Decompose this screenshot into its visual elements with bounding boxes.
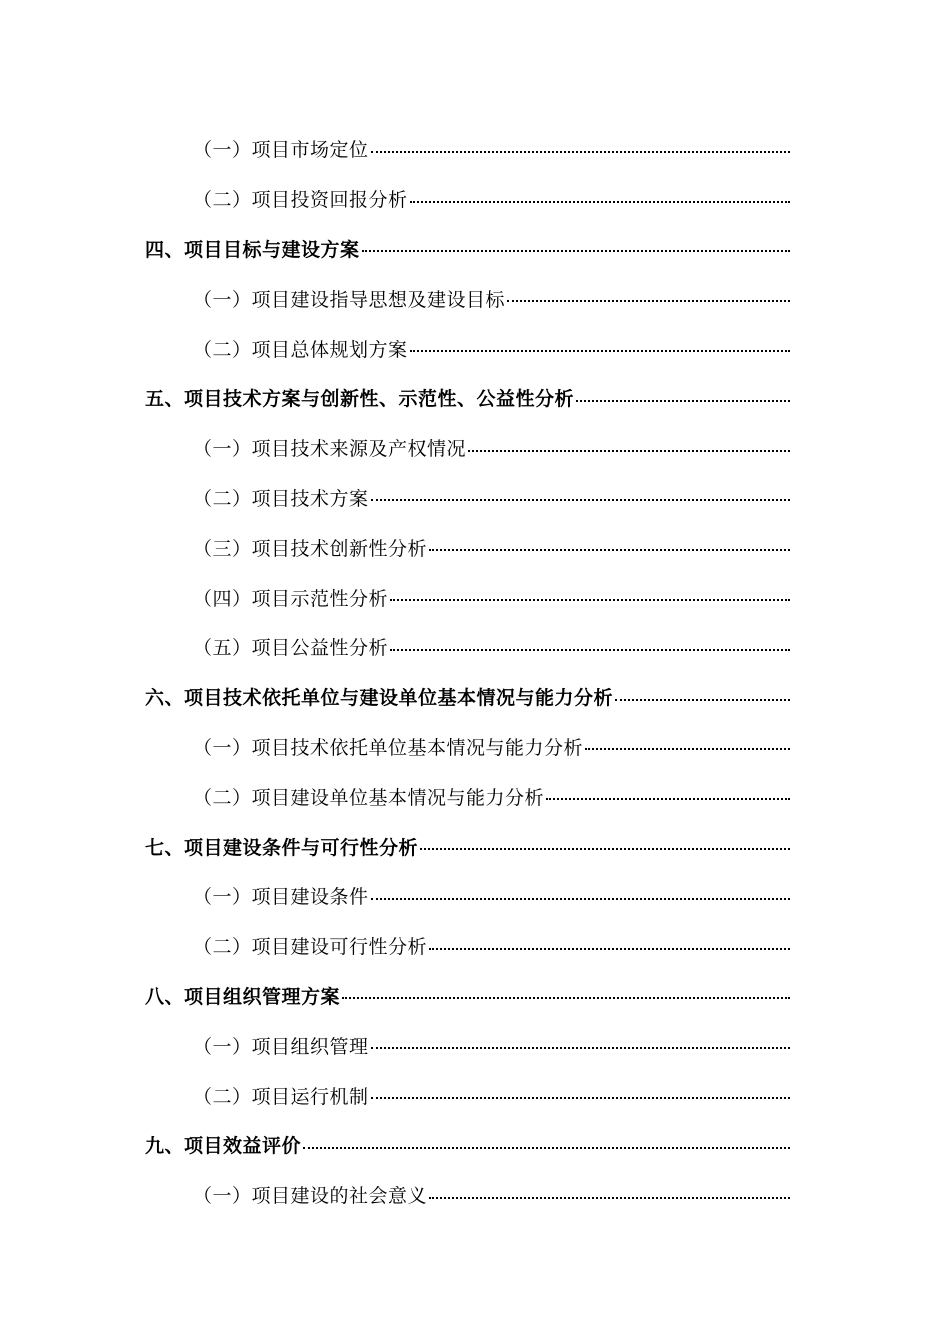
toc-entry-title: （一）项目组织管理	[193, 1035, 369, 1058]
toc-section-entry[interactable]	[0, 273, 950, 323]
toc-section-entry[interactable]	[0, 1070, 950, 1120]
toc-section-entry[interactable]	[0, 323, 950, 373]
toc-dot-leader	[303, 1147, 790, 1149]
toc-dot-leader	[429, 549, 790, 551]
toc-section-entry[interactable]	[0, 622, 950, 672]
toc-dot-leader	[362, 250, 790, 252]
toc-entry-title: （五）项目公益性分析	[193, 637, 389, 660]
toc-dot-leader	[576, 400, 790, 402]
toc-entry-title: （二）项目建设单位基本情况与能力分析	[193, 786, 545, 809]
toc-entry-title: （一）项目技术来源及产权情况	[193, 438, 467, 461]
toc-section-entry[interactable]	[0, 423, 950, 473]
toc-section-entry[interactable]	[0, 1170, 950, 1220]
toc-entry-title: （二）项目投资回报分析	[193, 189, 408, 212]
toc-chapter-entry[interactable]	[0, 373, 950, 423]
toc-dot-leader	[371, 1047, 790, 1049]
toc-entry-title: 六、项目技术依托单位与建设单位基本情况与能力分析	[145, 687, 614, 710]
toc-dot-leader	[420, 848, 790, 850]
toc-entry-title: （二）项目建设可行性分析	[193, 936, 428, 959]
toc-entry-title: （二）项目技术方案	[193, 487, 369, 510]
toc-dot-leader	[390, 649, 790, 651]
toc-dot-leader	[468, 450, 790, 452]
toc-entry-title: （二）项目总体规划方案	[193, 338, 408, 361]
toc-entry-title: 七、项目建设条件与可行性分析	[145, 836, 419, 859]
toc-dot-leader	[342, 997, 790, 999]
toc-dot-leader	[410, 201, 790, 203]
toc-dot-leader	[429, 1197, 790, 1199]
toc-section-entry[interactable]	[0, 921, 950, 971]
toc-entry-title: （一）项目技术依托单位基本情况与能力分析	[193, 736, 584, 759]
toc-entry-title: （四）项目示范性分析	[193, 587, 389, 610]
toc-dot-leader	[371, 1097, 790, 1099]
toc-chapter-entry[interactable]	[0, 1120, 950, 1170]
toc-section-entry[interactable]	[0, 174, 950, 224]
toc-section-entry[interactable]	[0, 771, 950, 821]
toc-entry-title: （一）项目建设指导思想及建设目标	[193, 288, 506, 311]
toc-section-entry[interactable]	[0, 871, 950, 921]
toc-section-entry[interactable]	[0, 572, 950, 622]
toc-dot-leader	[585, 748, 790, 750]
toc-section-entry[interactable]	[0, 722, 950, 772]
toc-dot-leader	[615, 699, 790, 701]
toc-dot-leader	[429, 948, 790, 950]
toc-entry-title: （一）项目市场定位	[193, 139, 369, 162]
toc-dot-leader	[390, 599, 790, 601]
toc-dot-leader	[507, 300, 790, 302]
table-of-contents	[0, 124, 950, 1220]
toc-section-entry[interactable]	[0, 522, 950, 572]
toc-chapter-entry[interactable]	[0, 672, 950, 722]
toc-chapter-entry[interactable]	[0, 971, 950, 1021]
toc-dot-leader	[546, 798, 790, 800]
toc-entry-title: （二）项目运行机制	[193, 1085, 369, 1108]
toc-entry-title: （一）项目建设的社会意义	[193, 1185, 428, 1208]
toc-entry-title: 九、项目效益评价	[145, 1135, 302, 1158]
toc-entry-title: （三）项目技术创新性分析	[193, 537, 428, 560]
toc-section-entry[interactable]	[0, 124, 950, 174]
toc-section-entry[interactable]	[0, 1020, 950, 1070]
toc-dot-leader	[371, 898, 790, 900]
toc-entry-title: 四、项目目标与建设方案	[145, 238, 360, 261]
toc-dot-leader	[371, 151, 790, 153]
toc-chapter-entry[interactable]	[0, 821, 950, 871]
toc-entry-title: （一）项目建设条件	[193, 886, 369, 909]
toc-dot-leader	[371, 499, 790, 501]
toc-dot-leader	[410, 350, 790, 352]
toc-entry-title: 八、项目组织管理方案	[145, 985, 341, 1008]
toc-chapter-entry[interactable]	[0, 224, 950, 274]
toc-section-entry[interactable]	[0, 473, 950, 523]
toc-entry-title: 五、项目技术方案与创新性、示范性、公益性分析	[145, 388, 575, 411]
